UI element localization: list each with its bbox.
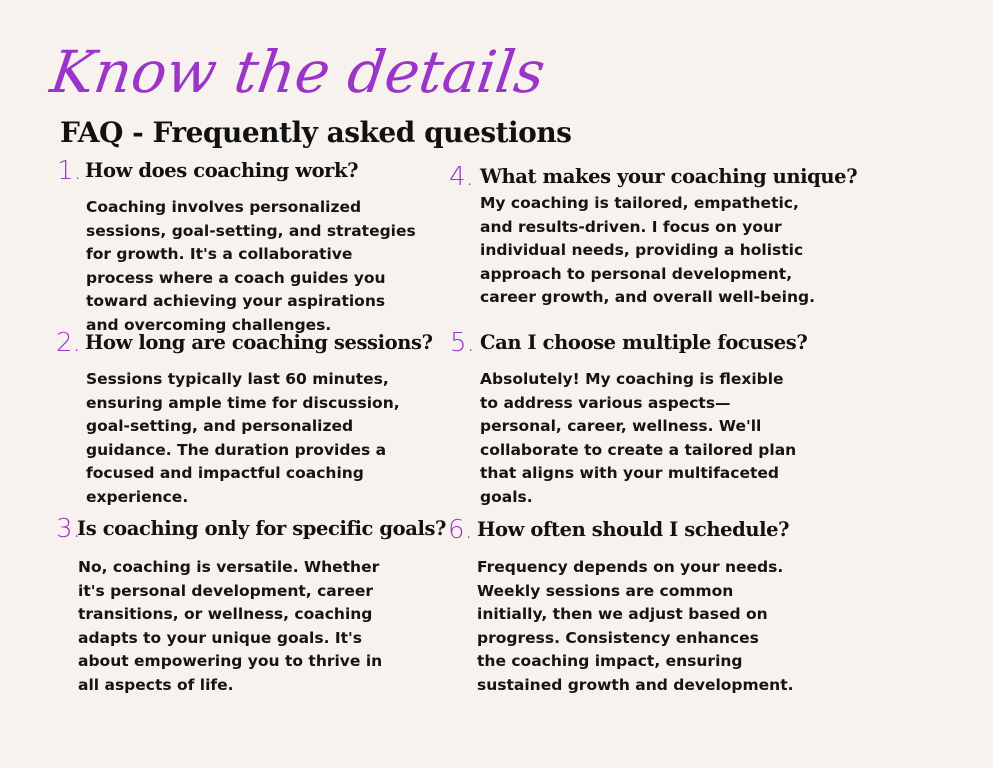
faq-question-3: Is coaching only for specific goals?: [77, 517, 447, 540]
faq-question-6: How often should I schedule?: [477, 518, 790, 541]
faq-answer-3: No, coaching is versatile. Whether it's personal development, career transitions, or wellness, coaching adapts to your unique goals. It's about empowering you to thrive in all aspects of life.: [78, 558, 383, 694]
faq-answer-5: Absolutely! My coaching is flexible to address various aspects— personal, career, wellness. We'll collaborate to create a tailored plan that aligns with your multifaceted goals.: [480, 370, 797, 506]
faq-answer-2: Sessions typically last 60 minutes, ensuring ample time for discussion, goal-setting, and personalized guidance. The duration provides a focused and impactful coaching experience.: [86, 370, 400, 506]
script-title-text: Know the details: [46, 38, 550, 106]
faq-number-6: 6.: [448, 515, 473, 545]
faq-number-3: 3.: [56, 514, 81, 544]
faq-number-1: 1.: [57, 156, 82, 186]
script-title: [46, 10, 550, 120]
faq-question-5: Can I choose multiple focuses?: [480, 331, 808, 354]
faq-question-1: How does coaching work?: [85, 159, 359, 182]
faq-answer-1: Coaching involves personalized sessions, goal-setting, and strategies for growth. It's a collaborative process where a coach guides you toward achieving your aspirations and overcoming challenges.: [86, 198, 416, 334]
page-title: FAQ - Frequently asked questions: [60, 116, 572, 149]
faq-answer-4: My coaching is tailored, empathetic, and results-driven. I focus on your individual needs, providing a holistic approach to personal development, career growth, and overall well-being.: [480, 194, 815, 307]
faq-question-4: What makes your coaching unique?: [480, 165, 858, 188]
faq-number-4: 4.: [449, 162, 474, 192]
faq-question-2: How long are coaching sessions?: [85, 331, 433, 354]
faq-number-5: 5.: [450, 328, 475, 358]
faq-number-2: 2.: [56, 328, 81, 358]
faq-answer-6: Frequency depends on your needs. Weekly sessions are common initially, then we adjust based on progress. Consistency enhances the coaching impact, ensuring sustained growth and development.: [477, 558, 794, 694]
